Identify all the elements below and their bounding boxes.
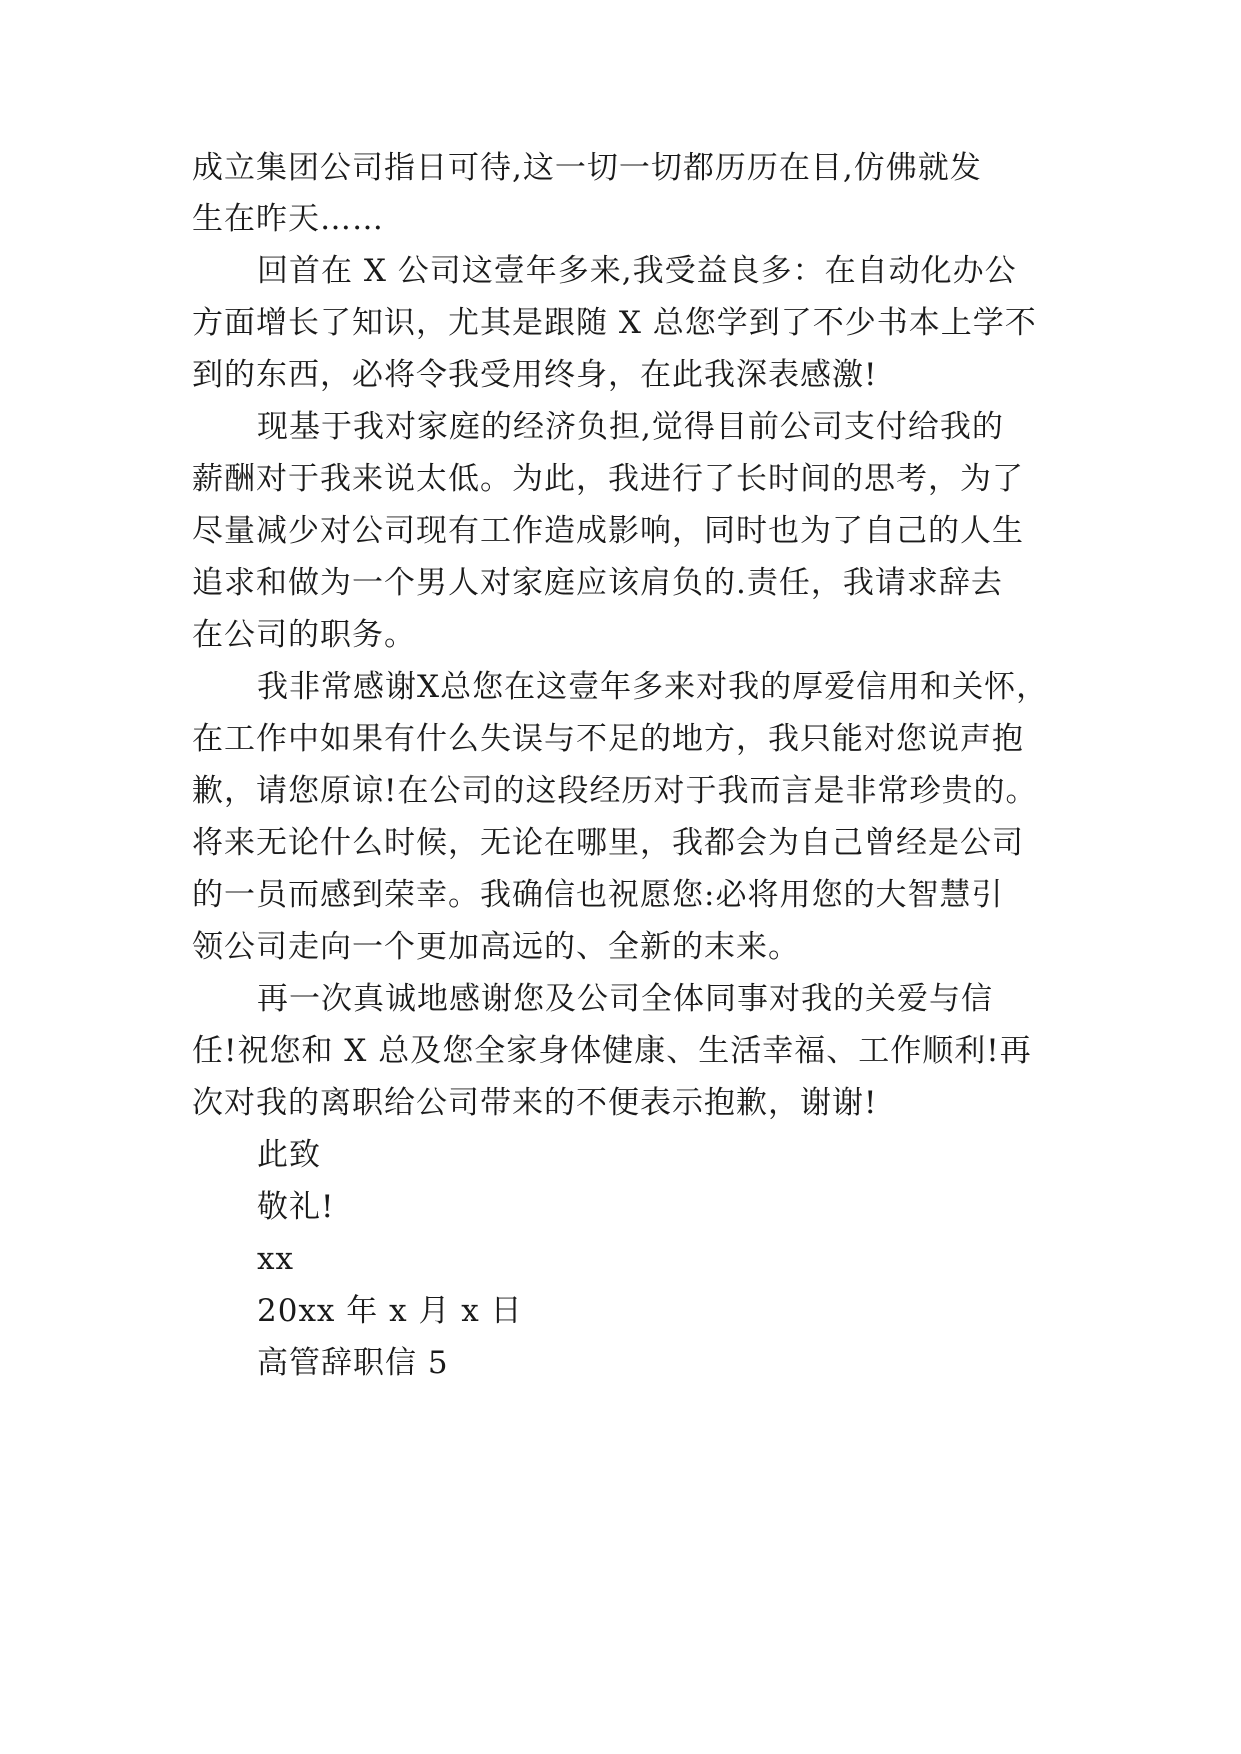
text-line: 方面增长了知识，尤其是跟随 X 总您学到了不少书本上学不	[192, 305, 1037, 341]
text-line: 薪酬对于我来说太低。为此，我进行了长时间的思考，为了	[192, 461, 1024, 497]
text-line: 歉，请您原谅!在公司的这段经历对于我而言是非常珍贵的。	[192, 773, 1038, 809]
closing-salutation: 此致	[257, 1137, 321, 1173]
text-line: 再一次真诚地感谢您及公司全体同事对我的关爱与信	[257, 981, 993, 1017]
text-line: 在工作中如果有什么失误与不足的地方，我只能对您说声抱	[192, 721, 1024, 757]
text-line: 回首在 X 公司这壹年多来,我受益良多：在自动化办公	[257, 253, 1017, 289]
text-line: 追求和做为一个男人对家庭应该肩负的.责任，我请求辞去	[192, 565, 1003, 601]
text-line: 领公司走向一个更加高远的、全新的末来。	[192, 929, 800, 965]
text-line: 将来无论什么时候，无论在哪里，我都会为自己曾经是公司	[192, 825, 1024, 861]
signature-name: xx	[257, 1241, 294, 1277]
section-heading: 高管辞职信 5	[257, 1345, 449, 1381]
text-line: 成立集团公司指日可待,这一切一切都历历在目,仿佛就发	[192, 150, 982, 186]
text-line: 我非常感谢X总您在这壹年多来对我的厚爱信用和关怀，	[257, 669, 1049, 705]
text-line: 生在昨天……	[192, 201, 384, 237]
text-line: 次对我的离职给公司带来的不便表示抱歉，谢谢!	[192, 1085, 878, 1121]
text-line: 的一员而感到荣幸。我确信也祝愿您:必将用您的大智慧引	[192, 877, 1004, 913]
text-line: 尽量减少对公司现有工作造成影响，同时也为了自己的人生	[192, 513, 1024, 549]
text-line: 现基于我对家庭的经济负担,觉得目前公司支付给我的	[257, 409, 1004, 445]
closing-regards: 敬礼!	[257, 1189, 335, 1225]
signature-date: 20xx 年 x 月 x 日	[257, 1293, 523, 1329]
text-line: 到的东西，必将令我受用终身，在此我深表感激!	[192, 357, 878, 393]
text-line: 在公司的职务。	[192, 617, 416, 653]
text-line: 任!祝您和 X 总及您全家身体健康、生活幸福、工作顺利!再	[192, 1033, 1032, 1069]
